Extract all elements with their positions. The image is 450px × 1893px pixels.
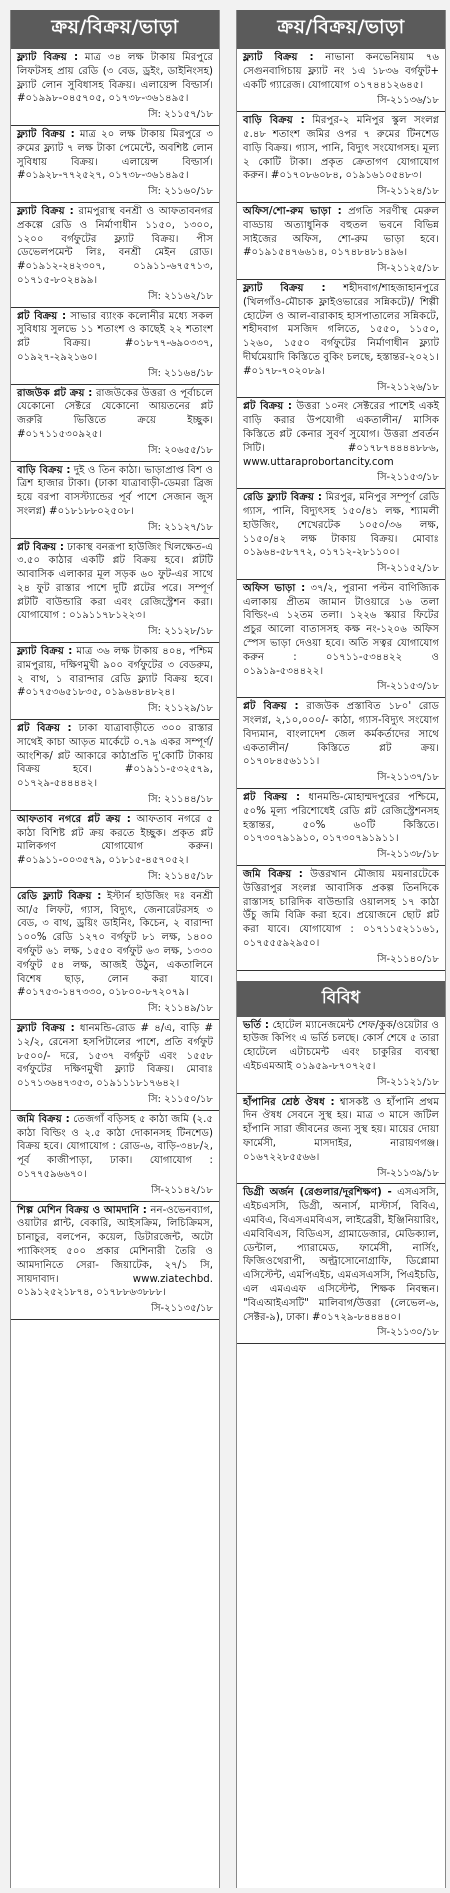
ad-title: ফ্ল্যাট বিক্রয় : — [243, 52, 314, 63]
ad-body: সাভার ব্যাংক কলোনীর মধ্যে সকল সুবিধায় সুলভে ১১ শতাংশ ও কাছেই ২২ শতাংশ প্লট বিক্রয়। #০১৮৭৭-৬৯০৩৩৭, ০১৯২৭-২৯২১৬০। — [17, 310, 214, 363]
ad-body: মাত্র ৩৪ লক্ষ টাকায় মিরপুরে লিফটসহ প্রায় রেডি (৩ বেড, ড্রইং, ডাইনিংসহ) ফ্ল্যাট লোন সুবিধাসহ বিক্রয়। এলায়েন্স বিল্ডার্স। #০১৯৯৮-০৪৫৭০৫, ০১৭৩৮-৩৬১৪৯৫। — [17, 52, 213, 105]
ad-code: সি-২১১২১/১৮ — [377, 1076, 439, 1088]
ad-text — [17, 387, 213, 442]
left-ads-list — [11, 49, 219, 1320]
ad-body: এসএসসি, এইচএসসি, ডিগ্রী, অনার্স, মাস্টার্স, বিবিএ, এমবিএ, বিএসএমবিএস, লাইব্রেরী, ইঞ্জিনিয়ারিং, এমবিবিএস, বিডিএস, গ্রামাডেজার, মেডিক্যাল, ডেন্টাল, প্যারামেড, ফার্মেসী, নার্সিং, ফিজিওথেরাপী, অল্ট্রাসোনোগ্রাফি, ডিপ্লোমা এসিস্টেন্ট, এমপিএইচ, এমএসএসসি, পিএইচডি, এল এমএএফ এসিস্টেন্ট, শিক্ষক নিবন্ধন। "বিএআইএসটি" মালিবাগ/উত্তরা (লেভেল-৬, সেক্টর-৯), ঢাকা। #০১৭২৯-৮৪৪৪৪০। — [243, 1187, 439, 1323]
ad-body: নাভানা কনভেনিয়াম ৭৬ সেগুনবাগিচায় ফ্ল্যাট নং ১এ ১৮৩৬ বর্গফুট+ একটি গ্যারেজ। যোগাযোগ ০১৭৪৪১২৬৪৫। — [243, 52, 439, 91]
classified-ad — [237, 280, 445, 398]
ad-code: সি: ২১১৬৪/১৮ — [148, 367, 213, 379]
ad-code: সি: ২১১৪৫/১৮ — [148, 871, 213, 883]
ad-code: সি-২১১৩০/১৮ — [377, 1327, 439, 1339]
ad-title: ফ্ল্যাট বিক্রয় : — [17, 646, 73, 658]
classified-ad — [237, 49, 445, 112]
ad-body: মাত্র ৩৬ লক্ষ টাকায় ৪০৪, পশ্চিম রামপুরায়, দক্ষিণমুখী ৯০০ বর্গফুটের ৩ বেডরুম, ২ বাথ, ১ বারান্দার রেডি ফ্ল্যাট বিক্রয় হবে। #০১৭৫৩৬৫১৮৩৫, ০১৯৬৪৮৪৮২৪। — [17, 646, 213, 699]
ad-title: অফিস ভাড়া : — [243, 582, 306, 594]
right-column — [236, 10, 446, 1888]
ad-text — [243, 868, 439, 951]
ad-code: সি: ২১১৪৯/১৮ — [148, 1003, 213, 1015]
ad-code: সি: ২১১২৯/১৮ — [148, 703, 213, 715]
ad-code: সি-২১১৪০/১৮ — [377, 953, 439, 965]
ad-text — [243, 1186, 439, 1324]
ad-body: শ্বাসকষ্ট ও হাঁপানি প্রথম দিন ঔষধ সেবনে সুস্থ হয়। মাত্র ৩ মাসে জটিল হাঁপানি সারা জীবনের জন্য সুস্থ হয়। মায়ের দোয়া ফার্মেসী, মাসদাইর, নারায়ণগঞ্জ। ০১৬৭২২৮৫৫৬৬। — [243, 1096, 439, 1163]
ad-text — [243, 491, 439, 560]
classified-ad — [237, 580, 445, 698]
ad-title: প্লট বিক্রয় : — [17, 310, 67, 322]
ad-title: আফতাব নগরে প্লট ক্রয় : — [17, 813, 131, 825]
ad-title: রেডি ফ্ল্যাট বিক্রয় : — [243, 492, 322, 504]
ad-text — [17, 1113, 213, 1182]
ad-code: সি-২১১২৫/১৮ — [377, 263, 439, 275]
ad-title: প্লট বিক্রয় : — [243, 401, 292, 413]
ad-title: রাজউক প্লট ক্রয় : — [17, 387, 93, 399]
ad-text — [243, 114, 439, 183]
ad-code: সি-২১১৫৩/১৮ — [377, 472, 439, 484]
ad-body: মিরপুর, মনিপুর সম্পূর্ণ রেডি গ্যাস, পানি, বিদ্যুৎসহ ১৫০/৪১ লক্ষ, শ্যামলী হাউজিং, শেখেরটেক ১০৫০/৩৬ লক্ষ, ১১৫০/৪২ লক্ষ টাকায় বিক্রয়। মোবাঃ ০১৯৬৪-৫৮৭৭২, ০১৭১২-২৮১১০০। — [243, 492, 439, 559]
right-ads-list — [237, 49, 445, 971]
ad-title: রেডি ফ্ল্যাট বিক্রয় : — [17, 890, 102, 902]
classified-ad — [11, 308, 219, 385]
ad-title: প্লট বিক্রয় : — [17, 723, 72, 735]
ad-title: প্লট বিক্রয় : — [243, 792, 301, 804]
classified-ad — [11, 462, 219, 539]
ad-body: উত্তরখান মৌজায় ময়নারটেকে উত্তিরাপুর সংলগ্ন আবাসিক প্রকল্প তিনদিকে রাস্তাসহ চারিদিক বাউন্ডারি ওয়ালসহ ১৭ কাঠা উঁচু জমি বিক্রি করা হবে। প্রয়োজনে ছোট প্লট করা যাবে। যোগাযোগ : ০১৭১১৫২১১৬১, ০১৭৫৫৫৯২৯৫০। — [243, 869, 439, 950]
ad-text — [243, 282, 439, 379]
classified-ad — [11, 385, 219, 462]
classified-ad — [11, 203, 219, 308]
classified-ad — [237, 866, 445, 971]
ad-code: সি: ২১১৫০/১৮ — [148, 1093, 213, 1105]
classified-ad — [11, 1020, 219, 1111]
ad-code: সি-২১১৫২/১৮ — [377, 563, 439, 575]
ad-text — [17, 310, 213, 365]
ad-code: সি: ২১১৪৪/১৮ — [148, 794, 213, 806]
ad-body: ৩৭/২, পুরানা পল্টন বাণিজ্যিক এলাকায় প্রীতম জামান টাওয়ারে ১৬ তলা বিল্ডিং-এ ১২তম তলা। ১২২৬ স্কয়ার ফিটের প্রচুর আলো বাতাসসহ কক্ষ নং-১২০৬ অফিস স্পেস ভাড়া দেওয়া হবে। অতি সত্বর যোগাযোগ করুন : ০১৭১১-৫৩৪৪২২ ও ০১৯১৯-৫৩৪৪২২। — [243, 582, 439, 677]
ad-body: হোটেল ম্যানেজমেন্ট শেফ/কুক/ওয়েটার ও হাউজ কিপিং এ ভর্তি চলছে। কোর্স শেষে ৫ তারা হোটেলে এটাচমেন্ট এবং চাকুরির ব্যবস্থা এইচএমআই ০১৯৫৯-৮৭০৭২৫। — [243, 1019, 439, 1072]
ad-body: নন-ওভেনব্যাগ, ওয়াটার প্লান্ট, বেকারি, আইসক্রিম, লিচিক্রিমস, চানাচুর, বলপেন, কয়েল, ডিটারজেন্ট, অটো প্যাকিংসহ ৫০০ প্রকার মেশিনারী তৈরি ও আমদানিতে সেরা- জিয়াটেক, ২৭/১ সি, সায়দাবাদ। www.ziatechbd. ০১৯১২৫২১৮৭৪, ০১৭৮৮৬৩৮৮৮। — [17, 1204, 214, 1299]
ad-body: প্রগতি সরণীস্থ মেরুল বাড্ডায় অত্যাধুনিক বহুতল ভবনে বিভিন্ন সাইজের অফিস, শো-রুম ভাড়া হবে। #০১৯১৫৪৭৬৬১৪, ০১৭৪৮৪৮১৪৯৬। — [243, 205, 440, 259]
classified-ad — [11, 643, 219, 720]
classified-ad — [237, 489, 445, 580]
classified-ad — [237, 1184, 445, 1344]
classified-ad — [11, 126, 219, 203]
ad-title: ভর্তি : — [243, 1019, 269, 1031]
classified-ad — [11, 811, 219, 888]
ad-title: শিল্প মেশিন বিক্রয় ও আমদানি : — [17, 1204, 147, 1216]
ad-code: সি-২১১৩৫/১৮ — [151, 1303, 213, 1315]
ad-body: ইস্টার্ন হাউজিং দঃ বনশ্রী আ/৫ লিফট, গ্যাস, বিদ্যুৎ, জেনারেটরসহ ৩ বেড, ৩ বাথ, ড্রয়িং ডাইনিং, কিচেন, ২ বারান্দা ১০০% রেডি ১২৭০ বর্গফুট ৮১ লক্ষ, ১৪০০ বর্গফুট ৬১ লক্ষ, ১৫৫০ বর্গফুট ৬৩ লক্ষ, ১৩৩০ বর্গফুট ৫৪ লক্ষ, আজই উঠুন, একতালিনে বিশেষ ছাড়, লোন করা যাবে। #০১৭৫৩-১৪৭৩৩০, ০১৮০০-৮৭২০৭৯। — [17, 890, 213, 999]
ad-text — [17, 1022, 213, 1091]
ad-text — [17, 645, 213, 700]
ad-body: ঢাকা যাত্রাবাড়ীতে ৩০০ রাস্তার সাথেই কাচা আড়ত মার্কেটে ০.৭৯ একর সম্পূর্ণ/আংশিক/ প্লট আকারে কাঠাপ্রতি দু'কোটি টাকায় বিক্রয় হবে। #০১৯১১-৫৩২৫৭৯, ০১৭২৯-৫৪৪৪৪২। — [17, 723, 214, 790]
ad-text — [243, 791, 439, 846]
ad-title: ফ্ল্যাট বিক্রয় : — [17, 52, 79, 63]
ad-body: দুই ও তিন কাঠা। ভাড়াপ্রাপ্ত বিশ ও ত্রিশ হাজার টাকা। (ঢাকা যাত্রাবাড়ী-ডেমরা ব্রিজ হয়ে বরপা বাসস্ট্যান্ডের পূর্ব পাশে সেজান জুস সংলগ্ন) #০১৮১৮৮০২৫০৮। — [17, 464, 213, 517]
ad-title: জমি বিক্রয় : — [243, 869, 303, 881]
ad-text — [243, 1096, 439, 1165]
ad-code: সি: ২১১২৮/১৮ — [148, 626, 213, 638]
ad-text — [243, 582, 439, 679]
ad-code: সি: ২১১৬২/১৮ — [148, 290, 213, 302]
ad-text — [17, 205, 213, 288]
classified-ad — [11, 49, 219, 126]
classified-ad — [237, 112, 445, 203]
ad-body: রাজউকের উত্তরা ও পূর্বাচলে যেকোনো সেক্টরে যেকোনো আয়তনের প্লট জরুরি ভিত্তিতে ক্রয়ে ইচ্ছুক। #০১৭১১৫৩০৯২৫। — [17, 387, 213, 440]
left-section-header: ক্রয়/বিক্রয়/ভাড়া — [11, 10, 219, 49]
ad-code: সি-২১১৫৩/১৮ — [377, 681, 439, 693]
ad-body: তেজগাঁ বড়িসহ ৫ কাঠা জমি (২.৫ কাঠা বিল্ডিং ও ২.৫ কাঠা দোকানসহ টিনশেড) বিক্রয় হবে। যোগাযোগ : রোড-৬, বাড়ি-৩৪৮/২, পূর্ব কাজীপাড়া, ঢাকা। যোগাযোগ : ০১৭৭৫৯৬৬৭০। — [17, 1113, 213, 1180]
ad-body: রামপুরাস্থ বনশ্রী ও আফতাবনগর প্রকল্পে রেডি ও নির্মাণাধীন ১১৫০, ১৩০০, ১২০০ বর্গফুটের ফ্ল্যাট বিক্রয়। পীস ডেভেলপমেন্ট লিঃ, বনশ্রী মেইন রোড। #০১৯১২-২৪২৩০৭, ০১৯১১-৬৭৫৭১৩, ০১৭১৫-৮০২৪৯৯। — [17, 205, 213, 286]
ad-title: জমি বিক্রয় : — [17, 1113, 70, 1125]
ad-title: ফ্ল্যাট বিক্রয় : — [17, 205, 74, 217]
ad-title: অফিস/শো-রুম ভাড়া : — [243, 205, 342, 217]
ad-text — [17, 890, 213, 1000]
classified-ad — [11, 539, 219, 644]
ad-title: প্লট বিক্রয় : — [243, 701, 299, 713]
ad-title: ফ্ল্যাট বিক্রয় : — [17, 1023, 75, 1034]
ad-text — [17, 128, 213, 183]
ad-text — [243, 400, 439, 469]
ad-code: সি-২১১২৪/১৮ — [377, 186, 439, 198]
ad-title: ফ্ল্যাট বিক্রয় : — [17, 128, 75, 140]
ad-body: উত্তরা ১০নং সেক্টরের পাশেই একই বাড়ি করার উপযোগী একতালীন/ মাসিক কিস্তিতে প্লট কেনার সুবর্ণ সুযোগ। উত্তরা প্রবর্তন সিটি। #০১৭৮৭৪৪৪৪৮৮৬, www.uttaraprobortancity.com — [243, 401, 439, 468]
ad-body: মিরপুর-২ মনিপুর স্কুল সংলগ্ন ৫.৪৮ শতাংশ জমির ওপর ৭ রুমের টিনশেড বাড়ি বিক্রয়। গ্যাস, পানি, বিদ্যুৎ সংযোগসহ। মূল্য ২ কোটি টাকা। প্রকৃত ক্রেতাগণ যোগাযোগ করুন। #০১৭০৮৬০৮৪, ০১৯১৬১০৫৪৮৩। — [243, 115, 439, 182]
ad-title: হাঁপানির শ্রেষ্ঠ ঔষধ : — [243, 1096, 335, 1108]
classified-ad — [237, 1017, 445, 1094]
ad-text — [243, 205, 439, 260]
ad-code: সি-২১১৪২/১৮ — [151, 1184, 213, 1196]
left-column — [10, 10, 220, 1888]
ad-text — [243, 51, 439, 92]
ad-text — [17, 51, 213, 106]
ad-body: শহীদবাগ/শাহজাহানপুরে (খিলগাঁও-মৌচাক ফ্লাইওভারের সন্নিকটে)/ শিল্পী হোটেল ও আল-বারাকাহ হাসপাতালের সন্নিকটে, শহীদবাগ মসজিদ গলিতে, ১৫৫০, ১১৫০, ১২৬০, ১৫৫০ বর্গফুটের নির্মাণাধীন ফ্ল্যাট দীর্ঘমেয়াদি কিস্তিতে বুকিং চলছে, হস্তান্তর-২০২১। #০১৭৮-৭০২০৮৯। — [243, 282, 439, 377]
ad-title: ফ্ল্যাট বিক্রয় : — [243, 282, 326, 294]
ad-code: সি: ২১১৫৭/১৮ — [148, 109, 213, 121]
classified-ad — [11, 1111, 219, 1202]
ad-text — [17, 1204, 213, 1301]
classified-ad — [237, 1094, 445, 1185]
classified-ad — [237, 789, 445, 866]
ad-code: সি: ২১১২৭/১৮ — [148, 521, 213, 533]
ad-text — [17, 813, 213, 868]
ad-title: বাড়ি বিক্রয় : — [243, 115, 305, 127]
ad-code: সি: ২০৬৫৫/১৮ — [148, 444, 213, 456]
ad-code: সি-২১১৩৯/১৮ — [377, 1167, 439, 1179]
misc-ads-list — [237, 1017, 445, 1345]
classified-ad — [237, 698, 445, 789]
ad-body: ঢাকাস্থ বনরূপা হাউজিং খিলক্ষেত-এ ৩.৫০ কাঠার একটি প্লট বিক্রয় হবে। প্লটটি আবাসিক এলাকার মূল সড়ক ৬০ ফুট-এর সাথে ২৪ ফুট রাস্তার পাশে দুটি প্লটের পরে। সম্পূর্ণ প্লটটি বাউন্ডারি করা এবং রেজিস্ট্রেশন করা। যোগাযোগ : ০১৯১১৭৮১২২৩। — [17, 541, 213, 622]
ad-text — [243, 1019, 439, 1074]
classified-ad — [237, 203, 445, 280]
ad-text — [17, 541, 213, 624]
classified-ad — [11, 888, 219, 1020]
ad-text — [243, 700, 439, 769]
ad-code: সি-২১১৩৭/১৮ — [377, 772, 439, 784]
ad-title: প্লট বিক্রয় : — [17, 541, 64, 553]
classified-ad — [237, 398, 445, 489]
ad-text — [17, 464, 213, 519]
ad-text — [17, 722, 213, 791]
ad-code: সি-২১১২৬/১৮ — [377, 381, 439, 393]
ad-code: সি-২১১৩৬/১৮ — [377, 95, 439, 107]
ad-body: ধানমন্ডি-রোড # ৪/এ, বাড়ি # ১২/২, রেনেসা হসপিটালের পাশে, প্রতি বর্গফুট ৮৫০০/- দরে, ১৫৩৭ বর্গফুট এবং ১৫৫৮ বর্গফুটের দক্ষিণমুখী ফ্ল্যাট বিক্রয়। মোবাঃ ০১৭১৩৬৪৭৩৫৩, ০১৯১১১৮১৭৬৪২। — [17, 1023, 213, 1090]
ad-title: ডিগ্রী অর্জন (রেগুলার/দূরশিক্ষণ) - — [243, 1187, 392, 1199]
ad-body: রাজউক প্রস্তাবিত ১৮০' রোড সংলগ্ন, ২,১০,০০০/- কাঠা, গ্যাস-বিদ্যুৎ সংযোগ বিদ্যমান, বাংলাদেশ জেল কর্মকর্তাদের সাথে একতালীন/ কিস্তিতে প্লট ক্রয়। ০১৭০৮৪৫৬১১১। — [243, 701, 439, 768]
ad-body: মাত্র ২০ লক্ষ টাকায় মিরপুরে ৩ রুমের ফ্ল্যাট ৭ লক্ষ টাকা পেমেন্টে, অবশিষ্ট লোন সুবিধায় বিক্রয়। এলায়েন্স বিল্ডার্স। #০১৯২৮-৭৭২৫২৭, ০১৭৩৮-৩৬১৪৯৫। — [17, 128, 213, 182]
ad-code: সি-২১১৩৮/১৮ — [377, 849, 439, 861]
ad-code: সি: ২১১৬০/১৮ — [148, 186, 213, 198]
classified-ad — [11, 1202, 219, 1320]
right-section-header: ক্রয়/বিক্রয়/ভাড়া — [237, 10, 445, 49]
classified-ad — [11, 720, 219, 811]
misc-section-header: বিবিধ — [237, 981, 445, 1017]
ad-title: বাড়ি বিক্রয় : — [17, 464, 71, 476]
ad-body: ধানমন্ডি-মোহাম্মদপুরের পশ্চিমে, ৫০% মূল্য পরিশোধেই রেডি প্লট রেজিস্ট্রেশনসহ হস্তান্তর, ৫০% ৬০টি কিস্তিতে। ০১৭৩০৭৯১৯১০, ০১৭৩০৭৯১৯১১। — [243, 792, 439, 845]
ad-body: আফতাব নগরে ৫ কাঠা বিশিষ্ট প্লট ক্রয় করতে ইচ্ছুক। প্রকৃত প্লট মালিকগণ যোগাযোগ করুন। #০১৯১১-০০৩৫৭৯, ০১৮১৫-৪৫৭০৫২। — [17, 813, 213, 867]
